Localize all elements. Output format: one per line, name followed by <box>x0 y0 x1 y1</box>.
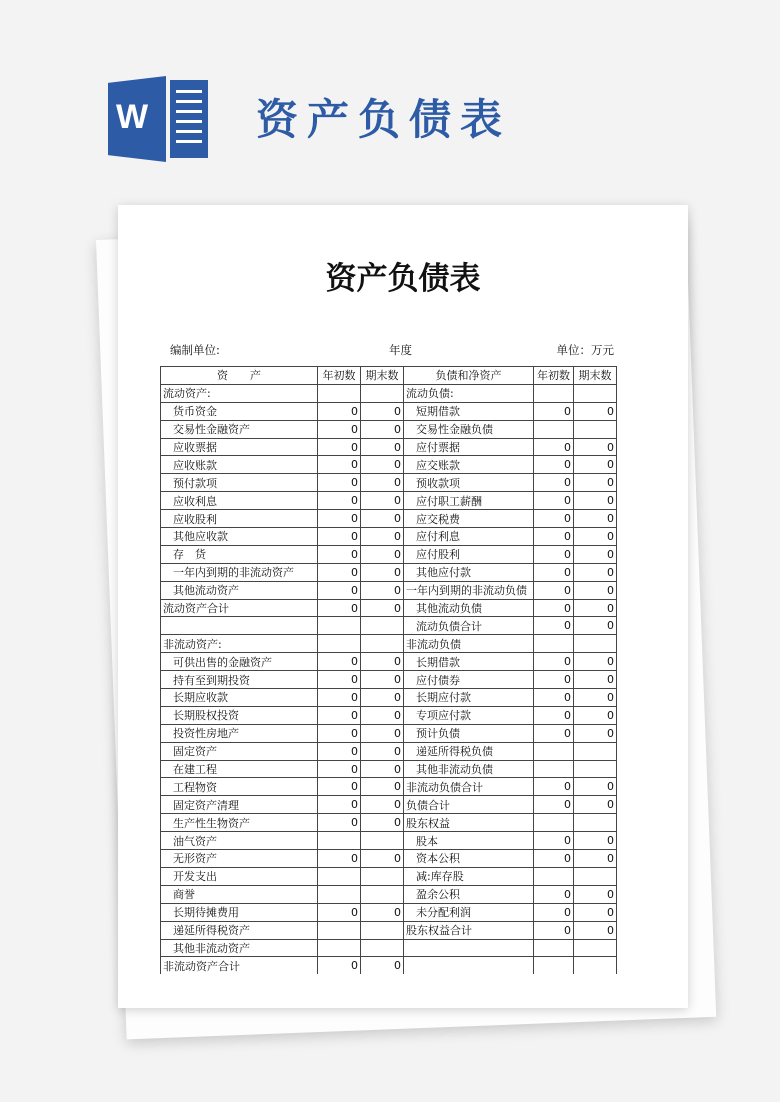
liability-name: 应交账款 <box>404 456 534 474</box>
table-row <box>161 510 617 528</box>
asset-begin-value: 0 <box>318 456 361 474</box>
asset-end-value <box>361 832 404 850</box>
asset-end-value <box>361 921 404 939</box>
asset-begin-value: 0 <box>318 474 361 492</box>
banner <box>108 68 511 158</box>
asset-end-value: 0 <box>361 402 404 420</box>
asset-end-value: 0 <box>361 528 404 546</box>
word-icon: W <box>108 68 208 158</box>
asset-begin-value: 0 <box>318 706 361 724</box>
liability-begin-value: 0 <box>534 778 574 796</box>
liability-name: 负债合计 <box>404 796 534 814</box>
table-row <box>161 903 617 921</box>
asset-begin-value <box>318 885 361 903</box>
asset-begin-value <box>318 384 361 402</box>
liability-name <box>404 939 534 957</box>
asset-name: 固定资产 <box>161 742 318 760</box>
liability-end-value: 0 <box>574 653 617 671</box>
table-row <box>161 474 617 492</box>
asset-end-value: 0 <box>361 599 404 617</box>
asset-begin-value: 0 <box>318 545 361 563</box>
liability-begin-value: 0 <box>534 581 574 599</box>
year-label: 年度 <box>389 343 412 357</box>
table-row <box>161 885 617 903</box>
asset-begin-value <box>318 617 361 635</box>
liability-begin-value <box>534 742 574 760</box>
table-row <box>161 545 617 563</box>
asset-end-value: 0 <box>361 724 404 742</box>
liability-end-value <box>574 420 617 438</box>
liability-end-value: 0 <box>574 832 617 850</box>
asset-begin-value: 0 <box>318 599 361 617</box>
liability-name: 资本公积 <box>404 850 534 868</box>
liability-end-value <box>574 384 617 402</box>
liability-name: 流动负债合计 <box>404 617 534 635</box>
asset-begin-value: 0 <box>318 814 361 832</box>
asset-begin-value: 0 <box>318 510 361 528</box>
liability-end-value: 0 <box>574 617 617 635</box>
asset-end-value <box>361 617 404 635</box>
asset-begin-value: 0 <box>318 653 361 671</box>
asset-name: 应收账款 <box>161 456 318 474</box>
asset-end-value: 0 <box>361 689 404 707</box>
asset-name: 货币资金 <box>161 402 318 420</box>
banner-title: 资产负债表 <box>256 95 512 144</box>
liability-name: 股东权益合计 <box>404 921 534 939</box>
table-row <box>161 653 617 671</box>
table-row <box>161 438 617 456</box>
table-row <box>161 921 617 939</box>
asset-name: 存 货 <box>161 545 318 563</box>
table-row <box>161 635 617 653</box>
document-title: 资产负债表 <box>325 261 481 297</box>
document-page <box>118 205 688 1008</box>
liability-end-value: 0 <box>574 581 617 599</box>
liability-begin-value: 0 <box>534 724 574 742</box>
table-row <box>161 528 617 546</box>
asset-end-value <box>361 384 404 402</box>
asset-name: 长期股权投资 <box>161 706 318 724</box>
asset-end-value: 0 <box>361 814 404 832</box>
liability-name: 应付利息 <box>404 528 534 546</box>
liability-name: 未分配利润 <box>404 903 534 921</box>
asset-name: 其他非流动资产 <box>161 939 318 957</box>
liability-name: 股东权益 <box>404 814 534 832</box>
liability-name: 应付债券 <box>404 671 534 689</box>
table-row <box>161 671 617 689</box>
asset-name: 应收股利 <box>161 510 318 528</box>
table-row <box>161 384 617 402</box>
asset-name: 流动资产: <box>161 384 318 402</box>
table-header <box>161 367 617 385</box>
col-liab-end: 期末数 <box>574 367 617 385</box>
liability-end-value: 0 <box>574 921 617 939</box>
asset-name: 无形资产 <box>161 850 318 868</box>
asset-name: 非流动资产合计 <box>161 957 318 974</box>
liability-end-value <box>574 760 617 778</box>
asset-name: 流动资产合计 <box>161 599 318 617</box>
asset-name: 可供出售的金融资产 <box>161 653 318 671</box>
asset-name: 递延所得税资产 <box>161 921 318 939</box>
asset-begin-value <box>318 939 361 957</box>
asset-name: 固定资产清理 <box>161 796 318 814</box>
liability-end-value: 0 <box>574 850 617 868</box>
liability-name: 股本 <box>404 832 534 850</box>
table-row <box>161 563 617 581</box>
table-row <box>161 689 617 707</box>
liability-name: 其他流动负债 <box>404 599 534 617</box>
table-row <box>161 492 617 510</box>
asset-begin-value: 0 <box>318 420 361 438</box>
asset-end-value <box>361 635 404 653</box>
asset-end-value: 0 <box>361 545 404 563</box>
liability-begin-value <box>534 939 574 957</box>
table-row <box>161 796 617 814</box>
liability-name: 减:库存股 <box>404 867 534 885</box>
table-row <box>161 867 617 885</box>
col-assets-begin: 年初数 <box>318 367 361 385</box>
asset-end-value: 0 <box>361 420 404 438</box>
asset-name: 长期应收款 <box>161 689 318 707</box>
table-row <box>161 939 617 957</box>
balance-sheet-table <box>160 366 617 974</box>
liability-begin-value <box>534 420 574 438</box>
asset-end-value: 0 <box>361 850 404 868</box>
preparer-label: 编制单位: <box>170 343 220 357</box>
liability-name: 非流动负债合计 <box>404 778 534 796</box>
table-row <box>161 456 617 474</box>
liability-end-value: 0 <box>574 689 617 707</box>
asset-end-value: 0 <box>361 563 404 581</box>
liability-name: 应付票据 <box>404 438 534 456</box>
liability-name: 流动负债: <box>404 384 534 402</box>
liability-name <box>404 957 534 974</box>
asset-end-value: 0 <box>361 760 404 778</box>
asset-begin-value: 0 <box>318 581 361 599</box>
table-row <box>161 617 617 635</box>
liability-begin-value: 0 <box>534 671 574 689</box>
asset-begin-value <box>318 867 361 885</box>
table-row <box>161 850 617 868</box>
table-row <box>161 724 617 742</box>
table-row <box>161 402 617 420</box>
liability-begin-value <box>534 957 574 974</box>
asset-name: 工程物资 <box>161 778 318 796</box>
asset-name: 长期待摊费用 <box>161 903 318 921</box>
liability-name: 专项应付款 <box>404 706 534 724</box>
liability-begin-value <box>534 760 574 778</box>
asset-name: 投资性房地产 <box>161 724 318 742</box>
asset-begin-value <box>318 832 361 850</box>
asset-end-value: 0 <box>361 742 404 760</box>
liability-end-value: 0 <box>574 796 617 814</box>
asset-end-value: 0 <box>361 492 404 510</box>
liability-name: 应付股利 <box>404 545 534 563</box>
liability-name: 短期借款 <box>404 402 534 420</box>
asset-name: 持有至到期投资 <box>161 671 318 689</box>
liability-begin-value: 0 <box>534 653 574 671</box>
liability-begin-value: 0 <box>534 617 574 635</box>
liability-name: 其他非流动负债 <box>404 760 534 778</box>
liability-end-value: 0 <box>574 724 617 742</box>
liability-end-value <box>574 867 617 885</box>
liability-end-value: 0 <box>574 438 617 456</box>
table-row <box>161 778 617 796</box>
liability-begin-value: 0 <box>534 921 574 939</box>
asset-begin-value: 0 <box>318 760 361 778</box>
asset-begin-value <box>318 921 361 939</box>
liability-name: 一年内到期的非流动负债 <box>404 581 534 599</box>
asset-begin-value: 0 <box>318 402 361 420</box>
liability-end-value: 0 <box>574 778 617 796</box>
liability-name: 非流动负债 <box>404 635 534 653</box>
liability-name: 应付职工薪酬 <box>404 492 534 510</box>
liability-begin-value <box>534 635 574 653</box>
asset-end-value: 0 <box>361 903 404 921</box>
liability-name: 盈余公积 <box>404 885 534 903</box>
table-row <box>161 832 617 850</box>
table-row <box>161 599 617 617</box>
liability-end-value: 0 <box>574 563 617 581</box>
liability-end-value: 0 <box>574 510 617 528</box>
asset-begin-value: 0 <box>318 796 361 814</box>
asset-begin-value <box>318 635 361 653</box>
asset-begin-value: 0 <box>318 438 361 456</box>
asset-name: 交易性金融资产 <box>161 420 318 438</box>
asset-begin-value: 0 <box>318 671 361 689</box>
asset-begin-value: 0 <box>318 492 361 510</box>
asset-name: 油气资产 <box>161 832 318 850</box>
liability-begin-value: 0 <box>534 528 574 546</box>
liability-name: 长期应付款 <box>404 689 534 707</box>
liability-end-value: 0 <box>574 474 617 492</box>
table-row <box>161 581 617 599</box>
table-row <box>161 420 617 438</box>
liability-end-value: 0 <box>574 885 617 903</box>
asset-end-value: 0 <box>361 510 404 528</box>
asset-name: 在建工程 <box>161 760 318 778</box>
currency-unit-label: 单位：万元 <box>556 343 614 357</box>
liability-begin-value: 0 <box>534 599 574 617</box>
asset-end-value: 0 <box>361 474 404 492</box>
liability-name: 预收款项 <box>404 474 534 492</box>
liability-end-value <box>574 939 617 957</box>
liability-begin-value: 0 <box>534 563 574 581</box>
liability-end-value: 0 <box>574 545 617 563</box>
asset-end-value <box>361 867 404 885</box>
asset-begin-value: 0 <box>318 778 361 796</box>
liability-end-value: 0 <box>574 492 617 510</box>
asset-begin-value: 0 <box>318 689 361 707</box>
asset-end-value <box>361 885 404 903</box>
liability-begin-value: 0 <box>534 796 574 814</box>
asset-name: 其他应收款 <box>161 528 318 546</box>
liability-begin-value <box>534 814 574 832</box>
asset-end-value: 0 <box>361 653 404 671</box>
liability-begin-value: 0 <box>534 903 574 921</box>
liability-end-value <box>574 742 617 760</box>
liability-name: 长期借款 <box>404 653 534 671</box>
table-row <box>161 814 617 832</box>
liability-begin-value: 0 <box>534 438 574 456</box>
asset-name: 非流动资产: <box>161 635 318 653</box>
liability-begin-value: 0 <box>534 492 574 510</box>
liability-begin-value: 0 <box>534 706 574 724</box>
liability-name: 预计负债 <box>404 724 534 742</box>
asset-name: 商誉 <box>161 885 318 903</box>
asset-end-value: 0 <box>361 671 404 689</box>
liability-name: 交易性金融负债 <box>404 420 534 438</box>
asset-end-value: 0 <box>361 796 404 814</box>
asset-end-value: 0 <box>361 957 404 974</box>
liability-end-value: 0 <box>574 456 617 474</box>
liability-begin-value: 0 <box>534 456 574 474</box>
asset-end-value: 0 <box>361 706 404 724</box>
asset-begin-value: 0 <box>318 724 361 742</box>
asset-begin-value: 0 <box>318 957 361 974</box>
asset-end-value: 0 <box>361 581 404 599</box>
asset-begin-value: 0 <box>318 742 361 760</box>
asset-end-value: 0 <box>361 778 404 796</box>
asset-begin-value: 0 <box>318 850 361 868</box>
liability-name: 应交税费 <box>404 510 534 528</box>
asset-name: 应收票据 <box>161 438 318 456</box>
liability-end-value: 0 <box>574 671 617 689</box>
col-liabilities: 负债和净资产 <box>404 367 534 385</box>
col-liab-begin: 年初数 <box>534 367 574 385</box>
liability-begin-value: 0 <box>534 832 574 850</box>
asset-name <box>161 617 318 635</box>
asset-name: 应收利息 <box>161 492 318 510</box>
liability-name: 其他应付款 <box>404 563 534 581</box>
table-row <box>161 742 617 760</box>
col-assets-end: 期末数 <box>361 367 404 385</box>
asset-begin-value: 0 <box>318 903 361 921</box>
asset-name: 其他流动资产 <box>161 581 318 599</box>
asset-name: 一年内到期的非流动资产 <box>161 563 318 581</box>
liability-end-value <box>574 957 617 974</box>
liability-begin-value <box>534 384 574 402</box>
liability-name: 递延所得税负债 <box>404 742 534 760</box>
table-row <box>161 760 617 778</box>
col-assets: 资 产 <box>161 367 318 385</box>
asset-begin-value: 0 <box>318 563 361 581</box>
table-row <box>161 706 617 724</box>
asset-name: 预付款项 <box>161 474 318 492</box>
table-row <box>161 957 617 974</box>
asset-end-value <box>361 939 404 957</box>
liability-begin-value: 0 <box>534 689 574 707</box>
liability-end-value: 0 <box>574 528 617 546</box>
asset-end-value: 0 <box>361 456 404 474</box>
liability-begin-value: 0 <box>534 510 574 528</box>
liability-end-value <box>574 814 617 832</box>
liability-end-value: 0 <box>574 903 617 921</box>
liability-begin-value <box>534 867 574 885</box>
asset-end-value: 0 <box>361 438 404 456</box>
liability-begin-value: 0 <box>534 850 574 868</box>
liability-begin-value: 0 <box>534 885 574 903</box>
liability-begin-value: 0 <box>534 545 574 563</box>
asset-name: 生产性生物资产 <box>161 814 318 832</box>
liability-begin-value: 0 <box>534 474 574 492</box>
asset-name: 开发支出 <box>161 867 318 885</box>
liability-end-value: 0 <box>574 402 617 420</box>
asset-begin-value: 0 <box>318 528 361 546</box>
liability-end-value: 0 <box>574 599 617 617</box>
liability-begin-value: 0 <box>534 402 574 420</box>
liability-end-value <box>574 635 617 653</box>
liability-end-value: 0 <box>574 706 617 724</box>
